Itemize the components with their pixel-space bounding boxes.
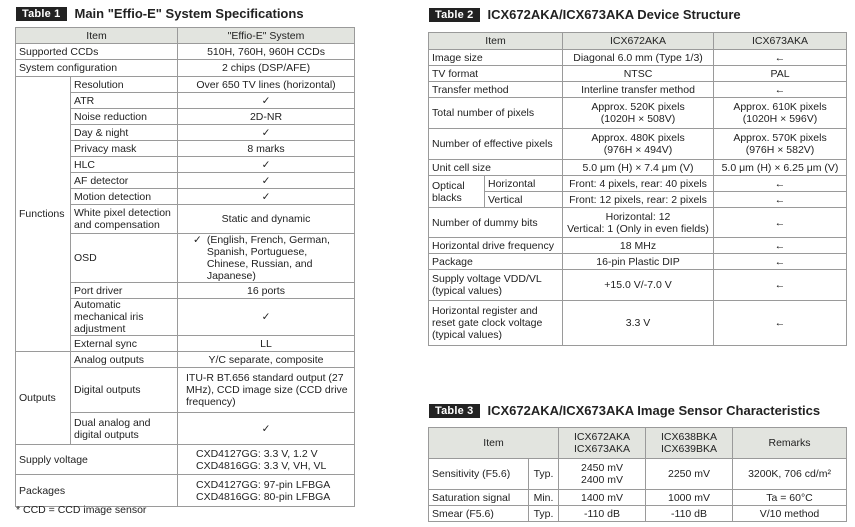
row-label: Horizontal: [485, 176, 563, 192]
output-label: Analog outputs: [71, 352, 178, 368]
row-label: Horizontal drive frequency: [429, 238, 563, 254]
supply-voltage-line: CXD4127GG: 3.3 V, 1.2 V: [196, 447, 318, 460]
row-value: Front: 4 pixels, rear: 40 pixels: [563, 176, 714, 192]
row-label: Number of effective pixels: [429, 129, 563, 160]
function-label: AF detector: [71, 173, 178, 189]
supply-voltage-line: CXD4816GG: 3.3 V, VH, VL: [196, 459, 327, 472]
packages-value: [178, 475, 355, 507]
row-label: Transfer method: [429, 82, 563, 98]
header-line: ICX672AKA: [573, 431, 631, 443]
row-value: 5.0 μm (H) × 7.4 μm (V): [563, 160, 714, 176]
table2-tag: Table 2: [429, 8, 480, 22]
function-label: ATR: [71, 93, 178, 109]
same-arrow-icon: ←: [714, 238, 847, 254]
row-value: 1000 mV: [646, 490, 733, 506]
table3-header-remarks: Remarks: [733, 428, 847, 459]
same-arrow-icon: ←: [714, 50, 847, 66]
osd-value: [178, 234, 355, 283]
row-value: -110 dB: [559, 506, 646, 522]
row-value: +15.0 V/-7.0 V: [563, 270, 714, 301]
packages-label: Packages: [16, 475, 178, 507]
supported-ccds-value: 510H, 760H, 960H CCDs: [178, 44, 355, 60]
value-line: (976H × 582V): [745, 144, 815, 156]
function-label: Privacy mask: [71, 141, 178, 157]
row-label: Image size: [429, 50, 563, 66]
row-label: TV format: [429, 66, 563, 82]
table2-header-item: Item: [429, 33, 563, 50]
checkmark-icon: ✓: [178, 125, 355, 141]
row-value: NTSC: [563, 66, 714, 82]
checkmark-icon: ✓: [178, 299, 355, 336]
same-arrow-icon: ←: [714, 270, 847, 301]
row-label: Sensitivity (F5.6): [429, 459, 529, 490]
row-label: Total number of pixels: [429, 98, 563, 129]
table2-caption: [429, 7, 741, 22]
function-value: 2D-NR: [178, 109, 355, 125]
value-line: Approx. 480K pixels: [591, 132, 685, 144]
row-value: PAL: [714, 66, 847, 82]
checkmark-icon: ✓: [178, 173, 355, 189]
table1-tag: Table 1: [16, 7, 67, 21]
table3-tag: Table 3: [429, 404, 480, 418]
row-label: Package: [429, 254, 563, 270]
row-label: Number of dummy bits: [429, 208, 563, 238]
row-label: [429, 270, 563, 301]
row-value: -110 dB: [646, 506, 733, 522]
header-line: ICX673AKA: [573, 443, 631, 455]
function-label: Port driver: [71, 283, 178, 299]
table1-header-item: Item: [16, 28, 178, 44]
output-label: Dual analog and digital outputs: [71, 413, 178, 445]
row-value: 3.3 V: [563, 301, 714, 346]
supported-ccds-label: Supported CCDs: [16, 44, 178, 60]
value-line: (1020H × 596V): [742, 113, 818, 125]
label-line: Supply voltage VDD/VL: [432, 273, 542, 285]
output-value: Y/C separate, composite: [178, 352, 355, 368]
table3-sensor-characteristics: [428, 427, 847, 522]
table3-title: ICX672AKA/ICX673AKA Image Sensor Characteristics: [487, 403, 821, 418]
function-label: Noise reduction: [71, 109, 178, 125]
function-value: LL: [178, 336, 355, 352]
footnote: * CCD = CCD image sensor: [16, 504, 147, 516]
table1-system-specs: [15, 27, 355, 507]
system-config-value: 2 chips (DSP/AFE): [178, 60, 355, 77]
function-label: Automatic mechanical iris adjustment: [71, 299, 178, 336]
row-value: 1400 mV: [559, 490, 646, 506]
checkmark-icon: ✓: [178, 189, 355, 205]
same-arrow-icon: ←: [714, 301, 847, 346]
row-value: Interline transfer method: [563, 82, 714, 98]
row-value: 18 MHz: [563, 238, 714, 254]
table2-title: ICX672AKA/ICX673AKA Device Structure: [487, 7, 741, 22]
function-label: Day & night: [71, 125, 178, 141]
functions-group-label: Functions: [16, 77, 71, 352]
row-label: Saturation signal: [429, 490, 529, 506]
same-arrow-icon: ←: [714, 192, 847, 208]
supply-voltage-value: [178, 445, 355, 475]
function-label: HLC: [71, 157, 178, 173]
row-value: [563, 129, 714, 160]
same-arrow-icon: ←: [714, 208, 847, 238]
function-label: External sync: [71, 336, 178, 352]
package-line: CXD4816GG: 80-pin LFBGA: [196, 490, 331, 503]
row-label: Unit cell size: [429, 160, 563, 176]
row-value: [559, 459, 646, 490]
row-value: 16-pin Plastic DIP: [563, 254, 714, 270]
function-value: Over 650 TV lines (horizontal): [178, 77, 355, 93]
checkmark-icon: ✓: [178, 93, 355, 109]
table3-header-item: Item: [429, 428, 559, 459]
table3-header-b: [646, 428, 733, 459]
table1-title: Main "Effio-E" System Specifications: [74, 6, 304, 21]
table3-caption: [429, 403, 820, 418]
header-line: ICX638BKA: [660, 431, 718, 443]
table2-device-structure: [428, 32, 847, 346]
row-condition: Typ.: [529, 506, 559, 522]
row-remarks: 3200K, 706 cd/m²: [733, 459, 847, 490]
system-config-label: System configuration: [16, 60, 178, 77]
value-line: (976H × 494V): [603, 144, 673, 156]
same-arrow-icon: ←: [714, 254, 847, 270]
checkmark-icon: ✓: [193, 234, 202, 246]
table2-header-a: ICX672AKA: [563, 33, 714, 50]
value-line: (1020H × 508V): [600, 113, 676, 125]
outputs-group-label: Outputs: [16, 352, 71, 445]
row-value: [714, 98, 847, 129]
row-value: [563, 208, 714, 238]
function-value: 8 marks: [178, 141, 355, 157]
row-remarks: V/10 method: [733, 506, 847, 522]
row-label: Horizontal register and reset gate clock voltage (typical values): [429, 301, 563, 346]
same-arrow-icon: ←: [714, 176, 847, 192]
row-condition: Min.: [529, 490, 559, 506]
value-line: Approx. 610K pixels: [733, 101, 827, 113]
checkmark-icon: ✓: [178, 157, 355, 173]
row-value: 2250 mV: [646, 459, 733, 490]
value-line: 2400 mV: [581, 474, 624, 486]
value-line: 2450 mV: [581, 462, 624, 474]
row-remarks: Ta = 60°C: [733, 490, 847, 506]
row-value: Diagonal 6.0 mm (Type 1/3): [563, 50, 714, 66]
same-arrow-icon: ←: [714, 82, 847, 98]
value-line: Approx. 570K pixels: [733, 132, 827, 144]
function-label: Resolution: [71, 77, 178, 93]
function-value: 16 ports: [178, 283, 355, 299]
table2-header-b: ICX673AKA: [714, 33, 847, 50]
row-condition: Typ.: [529, 459, 559, 490]
optical-blacks-label: Optical blacks: [429, 176, 485, 208]
osd-languages: (English, French, German, Spanish, Portuguese, Chinese, Russian, and Japanese): [206, 234, 330, 282]
package-line: CXD4127GG: 97-pin LFBGA: [196, 478, 331, 491]
table3-header-a: [559, 428, 646, 459]
value-line: Vertical: 1 (Only in even fields): [567, 222, 709, 235]
function-value: Static and dynamic: [178, 205, 355, 234]
row-value: [563, 98, 714, 129]
value-line: Horizontal: 12: [605, 210, 671, 223]
function-label: OSD: [71, 234, 178, 283]
output-label: Digital outputs: [71, 368, 178, 413]
header-line: ICX639BKA: [660, 443, 718, 455]
table1-caption: [16, 6, 304, 21]
table1-header-value: "Effio-E" System: [178, 28, 355, 44]
row-label: Vertical: [485, 192, 563, 208]
function-label: White pixel detection and compensation: [71, 205, 178, 234]
label-line: (typical values): [432, 285, 503, 297]
row-value: Front: 12 pixels, rear: 2 pixels: [563, 192, 714, 208]
checkmark-icon: ✓: [178, 413, 355, 445]
supply-voltage-label: Supply voltage: [16, 445, 178, 475]
function-label: Motion detection: [71, 189, 178, 205]
row-value: 5.0 μm (H) × 6.25 μm (V): [714, 160, 847, 176]
output-value: ITU-R BT.656 standard output (27 MHz), CCD image size (CCD drive frequency): [178, 368, 355, 413]
value-line: Approx. 520K pixels: [591, 101, 685, 113]
row-label: Smear (F5.6): [429, 506, 529, 522]
row-value: [714, 129, 847, 160]
